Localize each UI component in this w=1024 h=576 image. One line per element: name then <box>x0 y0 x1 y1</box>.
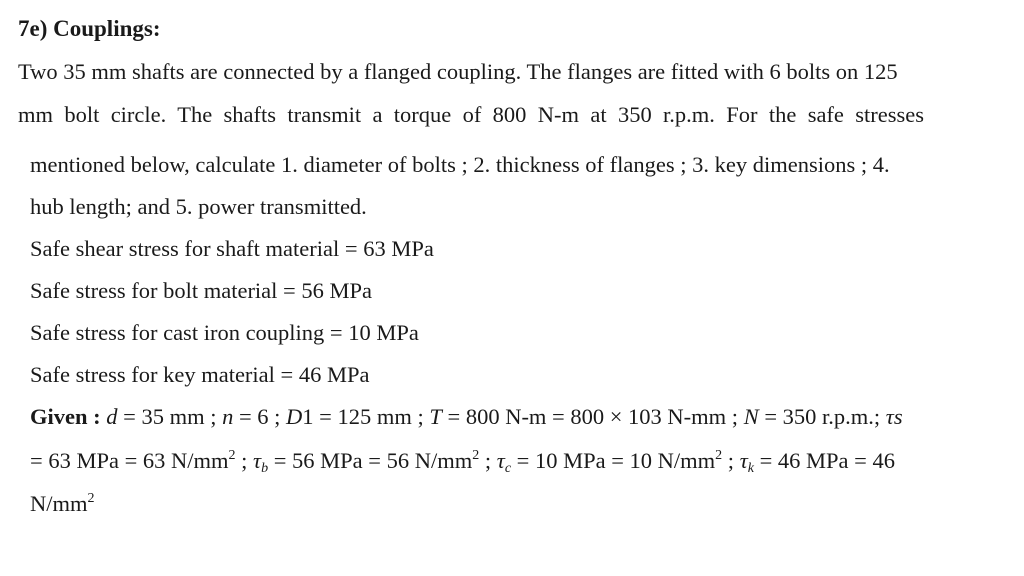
given-D1-symbol: D <box>286 404 303 429</box>
separator: ; <box>235 448 254 473</box>
subscript-k: k <box>747 461 754 476</box>
given-tau-c-value: = 10 MPa = 10 N/mm <box>511 448 716 473</box>
separator: ; <box>479 448 497 473</box>
problem-line-1: Two 35 mm shafts are connected by a flanged coupling. The flanges are fitted with 6 bolts on 125 <box>18 59 898 84</box>
tau-symbol: τ <box>496 448 505 473</box>
superscript: 2 <box>228 448 236 463</box>
given-line-1 <box>30 403 903 431</box>
stress-shaft: Safe shear stress for shaft material = 63 MPa <box>30 236 434 261</box>
given-T-symbol: T <box>429 404 442 429</box>
given-line-3 <box>30 490 95 518</box>
given-tau-b-value: = 56 MPa = 56 N/mm <box>268 448 473 473</box>
given-unit: N/mm <box>30 491 88 516</box>
separator: ; <box>722 448 740 473</box>
given-T-value: = 800 N-m = 800 × 103 N-mm ; <box>441 404 744 429</box>
subscript-c: c <box>504 461 512 476</box>
given-d-value: = 35 mm ; <box>117 404 223 429</box>
given-D1-value: 1 = 125 mm ; <box>302 404 430 429</box>
subscript-b: b <box>261 461 269 476</box>
given-d-symbol: d <box>106 404 118 429</box>
given-N-symbol: N <box>743 404 759 429</box>
tau-symbol: τ <box>253 448 262 473</box>
problem-line-4: hub length; and 5. power transmitted. <box>30 194 367 219</box>
given-n-symbol: n <box>222 404 234 429</box>
given-n-value: = 6 ; <box>233 404 287 429</box>
given-tau-s: τs <box>885 404 903 429</box>
superscript: 2 <box>87 491 95 506</box>
given-label: Given : <box>30 404 101 429</box>
given-N-value: = 350 r.p.m.; <box>758 404 886 429</box>
given-tau-s-value: = 63 MPa = 63 N/mm <box>30 448 229 473</box>
tau-symbol: τ <box>739 448 748 473</box>
given-tau-k-value: = 46 MPa = 46 <box>753 448 895 473</box>
problem-line-2: mm bolt circle. The shafts transmit a torque of 800 N-m at 350 r.p.m. For the safe stresses <box>18 102 924 127</box>
section-heading: 7e) Couplings: <box>18 16 161 41</box>
superscript: 2 <box>472 448 480 463</box>
stress-bolt: Safe stress for bolt material = 56 MPa <box>30 278 372 303</box>
stress-key: Safe stress for key material = 46 MPa <box>30 362 370 387</box>
problem-line-3: mentioned below, calculate 1. diameter of bolts ; 2. thickness of flanges ; 3. key dimensions ; 4. <box>30 152 890 177</box>
stress-coupling: Safe stress for cast iron coupling = 10 MPa <box>30 320 419 345</box>
superscript: 2 <box>715 448 723 463</box>
given-line-2 <box>30 447 895 475</box>
